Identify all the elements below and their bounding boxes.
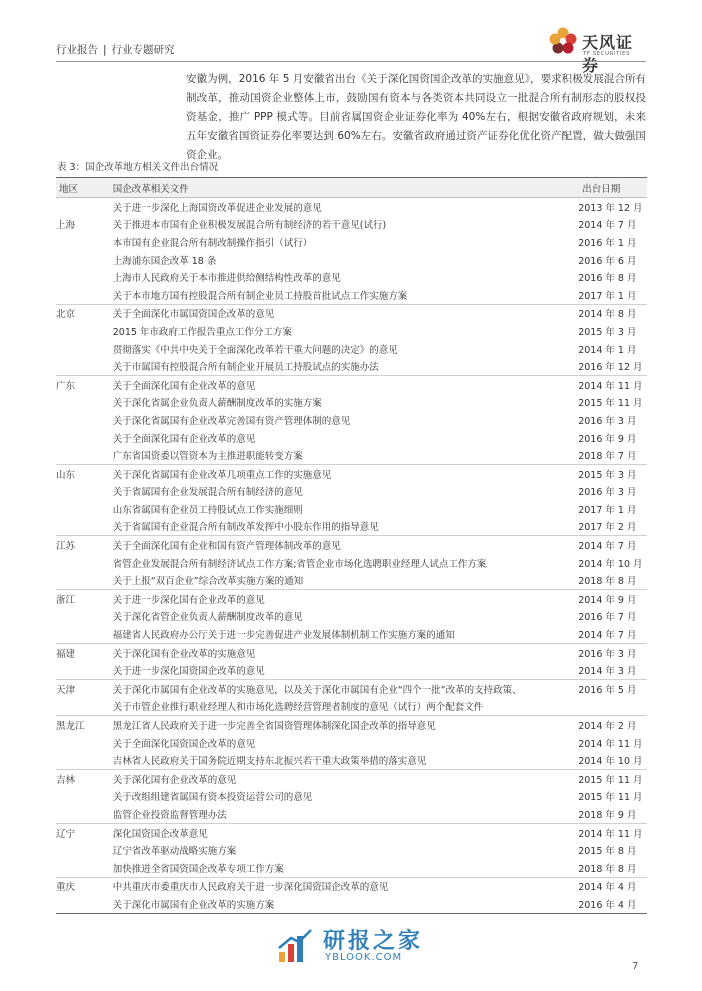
table-row bbox=[56, 233, 647, 251]
region-cell bbox=[56, 429, 113, 447]
region-cell bbox=[56, 788, 113, 806]
document-cell: 关于深化省属国有企业改革完善国有资产管理体制的意见 bbox=[112, 415, 351, 427]
date-cell: 2017 年 1 月 bbox=[578, 286, 647, 304]
brand-logo bbox=[548, 22, 648, 75]
table-row bbox=[56, 716, 647, 734]
document-cell: 贯彻落实《中共中央关于全面深化改革若干重大问题的决定》的意见 bbox=[112, 344, 398, 356]
region-cell: 吉林 bbox=[56, 774, 76, 786]
region-cell bbox=[56, 268, 113, 286]
date-cell: 2014 年 2 月 bbox=[578, 721, 637, 733]
document-cell: 辽宁省改革驱动战略实施方案 bbox=[112, 846, 237, 858]
document-cell: 深化国资国企改革意见 bbox=[112, 828, 208, 840]
table-row bbox=[56, 788, 647, 806]
date-cell: 2014 年 7 月 bbox=[578, 541, 637, 553]
date-cell: 2015 年 3 月 bbox=[578, 326, 637, 338]
header-divider bbox=[56, 61, 646, 62]
document-cell: 中共重庆市委重庆市人民政府关于进一步深化国资国企改革的意见 bbox=[112, 882, 389, 894]
region-cell bbox=[56, 518, 113, 536]
table-row bbox=[56, 483, 647, 501]
body-paragraph: 安徽为例，2016 年 5 月安徽省出台《关于深化国资国企改革的实施意见》，要求积极发展混合所有制改革，推动国资企业整体上市，鼓励国有资本与各类资本共同设立一批混合所有制形态的股权投资基金，推广 PPP 模式等。目前省属国资企业证券化率为 40%左右，根据安徽省政府规划，未来五年安徽省国资证券化率要达到 60%左右。安徽省政府通过资产证券化优化资产配置，做大做强国资企业。 bbox=[186, 73, 646, 161]
region-cell bbox=[56, 608, 113, 626]
table-row bbox=[56, 680, 647, 698]
table-row bbox=[56, 357, 647, 375]
date-cell: 2014 年 11 月 bbox=[578, 738, 643, 750]
document-cell: 关于省属国有企业混合所有制改革发挥中小股东作用的指导意见 bbox=[113, 518, 578, 536]
date-cell: 2018 年 7 月 bbox=[578, 446, 647, 464]
flower-logo-icon bbox=[548, 26, 578, 56]
header-region: 地区 bbox=[59, 183, 79, 195]
document-cell: 福建省人民政府办公厅关于进一步完善促进产业发展体制机制工作实施方案的通知 bbox=[113, 625, 578, 643]
table-row bbox=[56, 340, 647, 358]
date-cell: 2015 年 8 月 bbox=[578, 846, 637, 858]
document-cell: 关于深化省管企业负责人薪酬制度改革的意见 bbox=[112, 612, 303, 624]
document-cell: 吉林省人民政府关于国务院近期支持东北振兴若干重大政策举措的落实意见 bbox=[113, 751, 578, 769]
document-cell: 关于深化市属国有企业改革的实施意见，以及关于深化市属国有企业“四个一批”改革的支持政策、 bbox=[112, 684, 522, 696]
table-row bbox=[56, 536, 647, 554]
region-cell: 重庆 bbox=[56, 882, 76, 894]
region-cell: 广东 bbox=[56, 380, 76, 392]
table-row bbox=[56, 554, 647, 572]
region-cell: 山东 bbox=[56, 469, 76, 481]
table-row bbox=[56, 751, 647, 769]
region-cell: 辽宁 bbox=[56, 828, 76, 840]
table-row bbox=[56, 286, 647, 304]
date-cell: 2017 年 1 月 bbox=[578, 504, 637, 516]
document-cell: 关于全面深化国有企业和国有资产管理体制改革的意见 bbox=[112, 541, 341, 553]
table-row bbox=[56, 411, 647, 429]
table-row bbox=[56, 518, 647, 536]
date-cell: 2014 年 9 月 bbox=[578, 594, 637, 606]
table-row bbox=[56, 643, 647, 661]
region-cell bbox=[56, 357, 113, 375]
document-cell: 关于全面深化国资国企改革的意见 bbox=[112, 738, 256, 750]
date-cell: 2016 年 3 月 bbox=[578, 648, 637, 660]
date-cell: 2014 年 4 月 bbox=[578, 882, 637, 894]
watermark-text: 研报之家 bbox=[323, 929, 424, 954]
date-cell: 2014 年 10 月 bbox=[578, 751, 647, 769]
document-cell: 关于省属国有企业发展混合所有制经济的意见 bbox=[112, 487, 303, 499]
date-cell: 2016 年 3 月 bbox=[578, 487, 637, 499]
table-row bbox=[56, 198, 647, 216]
date-cell: 2014 年 7 月 bbox=[578, 625, 647, 643]
table-caption: 表 3：国企改革地方相关文件出台情况 bbox=[57, 162, 219, 173]
document-cell: 关于深化国有企业改革的意见 bbox=[112, 774, 237, 786]
header-date: 出台日期 bbox=[582, 183, 621, 195]
date-cell: 2014 年 10 月 bbox=[578, 558, 643, 570]
date-cell: 2014 年 11 月 bbox=[578, 828, 643, 840]
table-row bbox=[56, 805, 647, 823]
date-cell: 2015 年 11 月 bbox=[578, 774, 643, 786]
region-cell: 江苏 bbox=[56, 541, 76, 553]
date-cell: 2016 年 12 月 bbox=[578, 357, 647, 375]
region-cell bbox=[56, 841, 113, 859]
region-cell: 天津 bbox=[56, 684, 76, 696]
table-row bbox=[56, 734, 647, 752]
date-cell: 2014 年 1 月 bbox=[578, 344, 637, 356]
document-cell: 关于全面深化国有企业改革的意见 bbox=[112, 433, 256, 445]
document-cell: 加快推进全省国资国企改革专项工作方案 bbox=[113, 859, 578, 877]
region-cell bbox=[56, 322, 113, 340]
document-cell: 关于深化市属国有企业改革的实施方案 bbox=[113, 895, 578, 913]
header-separator: | bbox=[103, 44, 107, 56]
document-cell: 关于改组组建省属国有资本投资运营公司的意见 bbox=[112, 792, 313, 804]
date-cell: 2018 年 8 月 bbox=[578, 571, 647, 589]
document-cell: 关于市属国有控股混合所有制企业开展员工持股试点的实施办法 bbox=[113, 357, 578, 375]
region-cell bbox=[56, 500, 113, 518]
document-cell: 关于深化国有企业改革的实施意见 bbox=[112, 648, 256, 660]
document-cell: 关于深化省属企业负责人薪酬制度改革的实施方案 bbox=[112, 398, 322, 410]
date-cell: 2016 年 8 月 bbox=[578, 273, 637, 285]
date-cell: 2015 年 11 月 bbox=[578, 792, 643, 804]
date-cell: 2014 年 7 月 bbox=[578, 220, 637, 232]
table-row bbox=[56, 304, 647, 322]
region-cell bbox=[56, 571, 113, 589]
date-cell: 2016 年 6 月 bbox=[578, 255, 637, 267]
table-row bbox=[56, 608, 647, 626]
report-type: 行业报告 bbox=[56, 44, 98, 56]
table-row bbox=[56, 661, 647, 679]
region-cell: 福建 bbox=[56, 648, 76, 660]
document-cell: 关于市管企业推行职业经理人和市场化选聘经营管理者制度的意见（试行）两个配套文件 bbox=[113, 698, 578, 716]
date-cell: 2016 年 1 月 bbox=[578, 237, 637, 249]
table-row bbox=[56, 216, 647, 234]
region-cell: 北京 bbox=[56, 309, 76, 321]
date-cell: 2015 年 11 月 bbox=[578, 398, 643, 410]
document-cell: 关于深化省属国有企业改革几项重点工作的实施意见 bbox=[112, 469, 332, 481]
document-cell: 关于本市地方国有控股混合所有制企业员工持股首批试点工作实施方案 bbox=[113, 286, 578, 304]
date-cell: 2016 年 4 月 bbox=[578, 895, 647, 913]
table-body bbox=[56, 198, 647, 914]
document-cell: 关于进一步深化上海国资改革促进企业发展的意见 bbox=[113, 198, 578, 216]
brand-name: 天风证券 bbox=[582, 33, 634, 75]
table-row bbox=[56, 895, 647, 913]
date-cell: 2014 年 8 月 bbox=[578, 309, 637, 321]
region-cell bbox=[56, 554, 113, 572]
table-row bbox=[56, 500, 647, 518]
table-row bbox=[56, 823, 647, 841]
table-row bbox=[56, 770, 647, 788]
region-cell bbox=[56, 805, 113, 823]
region-cell bbox=[56, 286, 113, 304]
table-row bbox=[56, 841, 647, 859]
table-row bbox=[56, 268, 647, 286]
region-cell bbox=[56, 483, 113, 501]
document-cell: 广东省国资委以管资本为主推进职能转变方案 bbox=[113, 446, 578, 464]
header-document: 国企改革相关文件 bbox=[112, 183, 189, 195]
table-row bbox=[56, 590, 647, 608]
region-cell bbox=[56, 198, 113, 216]
table-row bbox=[56, 698, 647, 716]
date-cell: 2018 年 9 月 bbox=[578, 805, 647, 823]
table-row bbox=[56, 446, 647, 464]
region-cell bbox=[56, 859, 113, 877]
region-cell bbox=[56, 734, 113, 752]
watermark-url: YBLOOK.COM bbox=[325, 952, 403, 963]
table-row bbox=[56, 859, 647, 877]
region-cell bbox=[56, 661, 113, 679]
date-cell: 2016 年 5 月 bbox=[578, 684, 637, 696]
table-row bbox=[56, 251, 647, 269]
document-cell: 关于进一步深化国资国企改革的意见 bbox=[113, 661, 578, 679]
table-row bbox=[56, 394, 647, 412]
date-cell: 2014 年 11 月 bbox=[578, 380, 643, 392]
document-cell: 关于全面深化市属国资国企改革的意见 bbox=[112, 309, 275, 321]
document-cell: 关于进一步深化国有企业改革的意见 bbox=[112, 594, 265, 606]
region-cell bbox=[56, 251, 113, 269]
document-cell: 上海市人民政府关于本市推进供给侧结构性改革的意见 bbox=[112, 273, 341, 285]
document-cell: 黑龙江省人民政府关于进一步完善全省国资管理体制深化国企改革的指导意见 bbox=[112, 721, 436, 733]
document-cell: 2015 年市政府工作报告重点工作分工方案 bbox=[112, 326, 292, 338]
table-row bbox=[56, 625, 647, 643]
region-cell bbox=[56, 411, 113, 429]
region-cell bbox=[56, 340, 113, 358]
policy-table bbox=[56, 177, 647, 914]
date-cell: 2015 年 3 月 bbox=[578, 469, 637, 481]
region-cell bbox=[56, 394, 113, 412]
table-header-row bbox=[56, 178, 647, 198]
document-cell: 山东省属国有企业员工持股试点工作实施细则 bbox=[112, 504, 303, 516]
region-cell bbox=[56, 233, 113, 251]
document-cell: 省管企业发展混合所有制经济试点工作方案;省管企业市场化选聘职业经理人试点工作方案 bbox=[112, 558, 487, 570]
region-cell: 上海 bbox=[56, 220, 76, 232]
date-cell: 2017 年 2 月 bbox=[578, 518, 647, 536]
document-cell: 关于全面深化国有企业改革的意见 bbox=[112, 380, 256, 392]
table-row bbox=[56, 464, 647, 482]
table-row bbox=[56, 877, 647, 895]
date-cell: 2016 年 7 月 bbox=[578, 612, 637, 624]
document-cell: 关于上报“双百企业”综合改革实施方案的通知 bbox=[113, 571, 578, 589]
date-cell: 2018 年 8 月 bbox=[578, 859, 647, 877]
document-cell: 本市国有企业混合所有制改制操作指引（试行） bbox=[112, 237, 313, 249]
watermark-logo-icon bbox=[275, 926, 315, 966]
table-row bbox=[56, 322, 647, 340]
document-cell: 关于推进本市国有企业积极发展混合所有制经济的若干意见(试行) bbox=[112, 220, 387, 232]
region-cell bbox=[56, 698, 113, 716]
region-cell bbox=[56, 625, 113, 643]
date-cell: 2016 年 9 月 bbox=[578, 433, 637, 445]
table-row bbox=[56, 375, 647, 393]
date-cell: 2013 年 12 月 bbox=[578, 198, 647, 216]
region-cell bbox=[56, 446, 113, 464]
date-cell: 2016 年 3 月 bbox=[578, 415, 637, 427]
region-cell bbox=[56, 751, 113, 769]
region-cell: 黑龙江 bbox=[56, 721, 85, 733]
table-row bbox=[56, 429, 647, 447]
region-cell bbox=[56, 895, 113, 913]
table-row bbox=[56, 571, 647, 589]
document-cell: 上海浦东国企改革 18 条 bbox=[112, 255, 217, 267]
report-subtype: 行业专题研究 bbox=[111, 44, 175, 56]
region-cell: 浙江 bbox=[56, 594, 76, 606]
page-number: 7 bbox=[632, 961, 639, 972]
document-cell: 监管企业投资监督管理办法 bbox=[113, 805, 578, 823]
date-cell: 2014 年 3 月 bbox=[578, 661, 647, 679]
report-header bbox=[56, 42, 175, 57]
date-cell bbox=[578, 698, 647, 716]
brand-english: TF SECURITIES bbox=[583, 51, 630, 57]
